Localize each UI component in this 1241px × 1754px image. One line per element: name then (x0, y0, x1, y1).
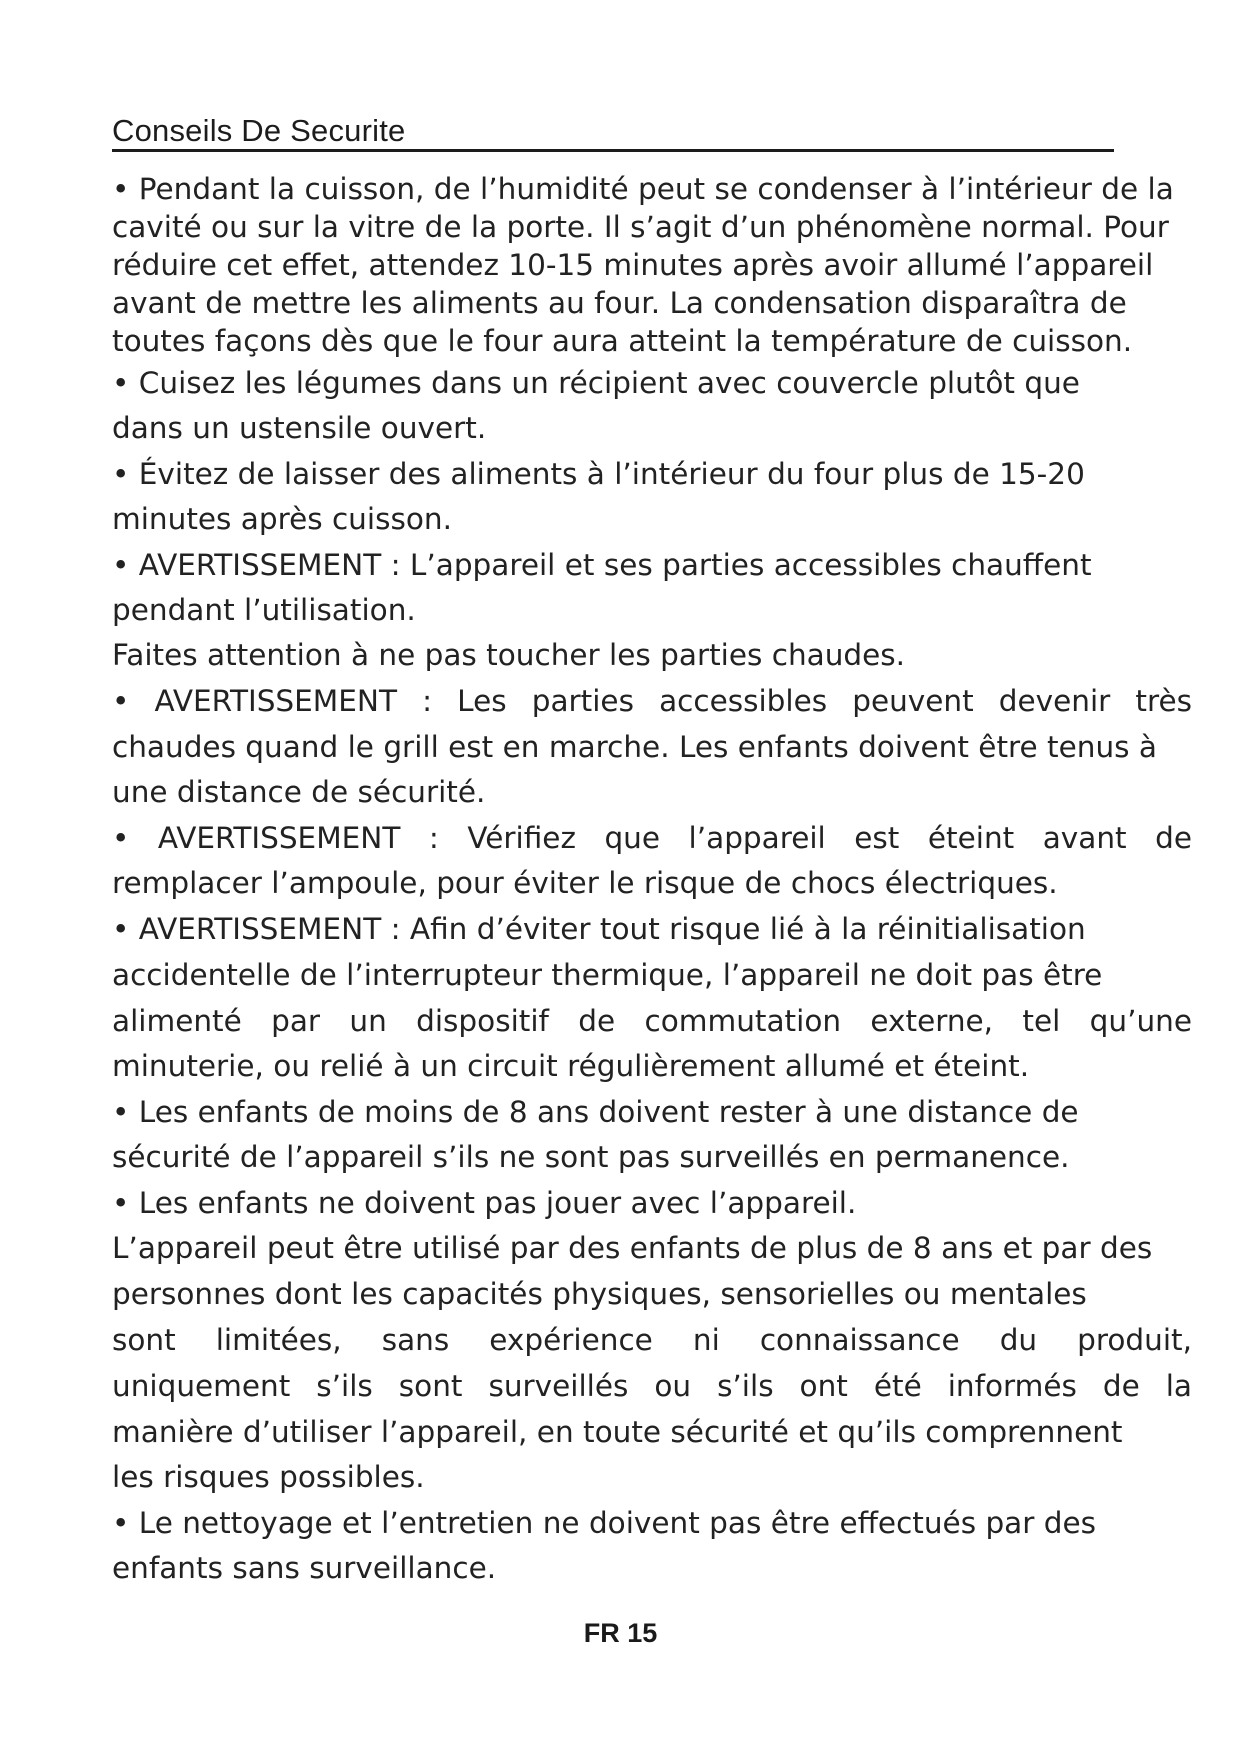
text-line: accidentelle de l’interrupteur thermique, l’appareil ne doit pas être (112, 958, 1103, 992)
title-underline (112, 149, 1114, 152)
text-line: réduire cet effet, attendez 10-15 minutes après avoir allumé l’appareil (112, 248, 1154, 282)
text-line: avant de mettre les aliments au four. La condensation disparaîtra de (112, 286, 1127, 320)
text-line: les risques possibles. (112, 1460, 425, 1494)
text-line: • AVERTISSEMENT : Les parties accessibles peuvent devenir très (112, 684, 1192, 718)
text-line: manière d’utiliser l’appareil, en toute sécurité et qu’ils comprennent (112, 1415, 1123, 1449)
text-line: • AVERTISSEMENT : Vérifiez que l’appareil est éteint avant de (112, 821, 1192, 855)
section-title: Conseils De Securite (112, 113, 406, 148)
text-line: • Évitez de laisser des aliments à l’intérieur du four plus de 15-20 (112, 457, 1085, 491)
text-line: • AVERTISSEMENT : Afin d’éviter tout risque lié à la réinitialisation (112, 912, 1086, 946)
text-line: sont limitées, sans expérience ni connaissance du produit, (112, 1323, 1192, 1357)
text-line: L’appareil peut être utilisé par des enfants de plus de 8 ans et par des (112, 1231, 1153, 1265)
paragraph-warning-hot-parts (112, 542, 1192, 678)
text-line: • Les enfants de moins de 8 ans doivent rester à une distance de (112, 1095, 1079, 1129)
paragraph-leftover-food (112, 451, 1192, 542)
text-line: personnes dont les capacités physiques, sensorielles ou mentales (112, 1277, 1087, 1311)
paragraph-children-use (112, 1180, 1192, 1500)
text-line: remplacer l’ampoule, pour éviter le risque de chocs électriques. (112, 866, 1058, 900)
paragraph-condensation (112, 170, 1192, 360)
text-line: enfants sans surveillance. (112, 1551, 497, 1585)
text-line: sécurité de l’appareil s’ils ne sont pas surveillés en permanence. (112, 1140, 1070, 1174)
text-line: toutes façons dès que le four aura atteint la température de cuisson. (112, 324, 1133, 358)
page-number: FR 15 (583, 1618, 658, 1648)
text-line: Faites attention à ne pas toucher les parties chaudes. (112, 638, 906, 672)
text-line: • AVERTISSEMENT : L’appareil et ses parties accessibles chauffent (112, 548, 1092, 582)
text-line: chaudes quand le grill est en marche. Les enfants doivent être tenus à (112, 730, 1157, 764)
text-line: dans un ustensile ouvert. (112, 411, 487, 445)
text-line: une distance de sécurité. (112, 775, 486, 809)
paragraph-warning-thermal-cutout (112, 906, 1192, 1089)
paragraph-vegetables (112, 360, 1192, 451)
paragraph-warning-lamp (112, 815, 1192, 906)
text-line: • Le nettoyage et l’entretien ne doivent pas être effectués par des (112, 1506, 1097, 1540)
paragraph-warning-grill (112, 678, 1192, 815)
text-line: • Pendant la cuisson, de l’humidité peut se condenser à l’intérieur de la (112, 172, 1174, 206)
paragraph-children-distance (112, 1089, 1192, 1180)
text-line: minutes après cuisson. (112, 502, 452, 536)
paragraph-cleaning (112, 1500, 1192, 1591)
safety-advice-text (112, 170, 1192, 1591)
text-line: • Cuisez les légumes dans un récipient avec couvercle plutôt que (112, 366, 1080, 400)
text-line: alimenté par un dispositif de commutation externe, tel qu’une (112, 1004, 1192, 1038)
text-line: minuterie, ou relié à un circuit régulièrement allumé et éteint. (112, 1049, 1030, 1083)
text-line: cavité ou sur la vitre de la porte. Il s’agit d’un phénomène normal. Pour (112, 210, 1169, 244)
text-line: pendant l’utilisation. (112, 593, 416, 627)
text-line: uniquement s’ils sont surveillés ou s’ils ont été informés de la (112, 1369, 1192, 1403)
text-line: • Les enfants ne doivent pas jouer avec l’appareil. (112, 1186, 857, 1220)
